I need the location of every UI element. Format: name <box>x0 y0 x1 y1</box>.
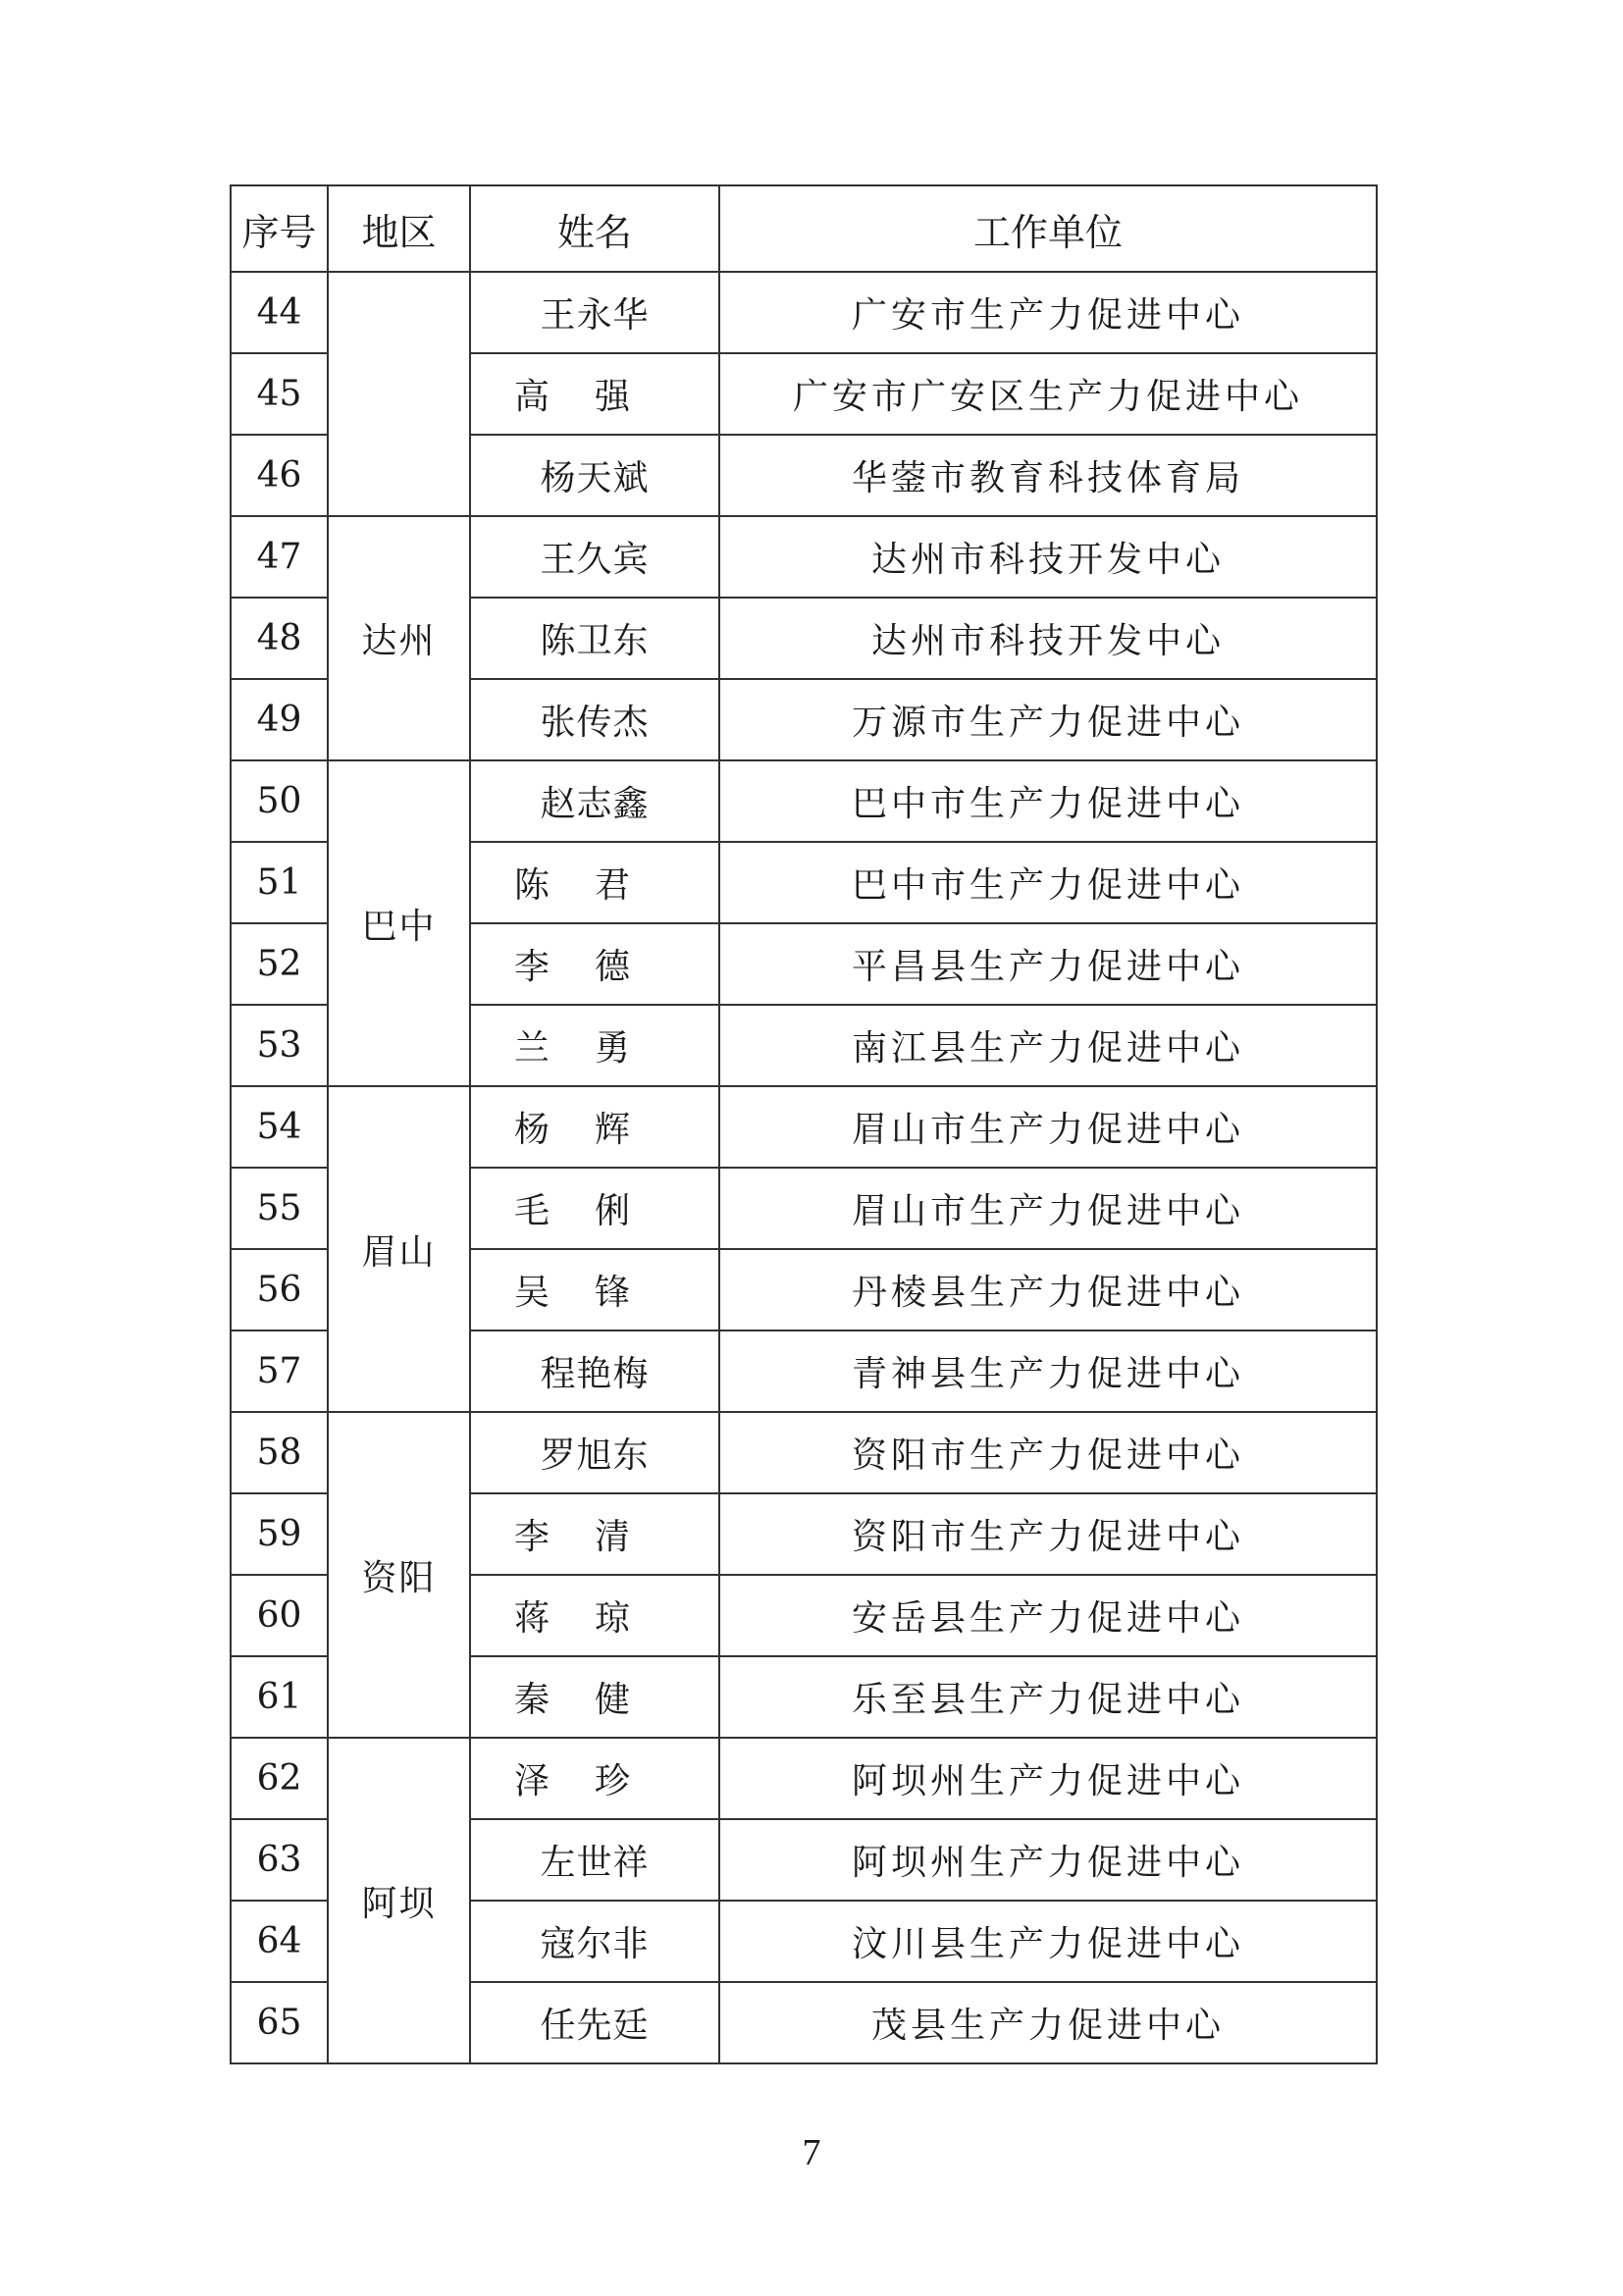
cell-name: 王久宾 <box>470 516 719 598</box>
cell-unit: 眉山市生产力促进中心 <box>719 1086 1377 1168</box>
table-header-row <box>231 185 1377 272</box>
cell-unit: 广安市广安区生产力促进中心 <box>719 353 1377 435</box>
cell-no: 64 <box>231 1901 328 1982</box>
cell-name: 张传杰 <box>470 679 719 760</box>
cell-no: 58 <box>231 1412 328 1493</box>
cell-unit: 阿坝州生产力促进中心 <box>719 1738 1377 1819</box>
cell-name: 兰勇 <box>470 1005 719 1086</box>
cell-unit: 平昌县生产力促进中心 <box>719 923 1377 1005</box>
cell-no: 57 <box>231 1331 328 1412</box>
cell-name: 毛俐 <box>470 1168 719 1249</box>
table-row <box>231 1412 1377 1493</box>
cell-unit: 乐至县生产力促进中心 <box>719 1656 1377 1738</box>
cell-no: 46 <box>231 435 328 516</box>
cell-unit: 资阳市生产力促进中心 <box>719 1493 1377 1575</box>
cell-unit: 南江县生产力促进中心 <box>719 1005 1377 1086</box>
table-body <box>231 272 1377 2063</box>
cell-name: 王永华 <box>470 272 719 353</box>
cell-name: 左世祥 <box>470 1819 719 1901</box>
table-row <box>231 272 1377 353</box>
table-row <box>231 1738 1377 1819</box>
cell-no: 44 <box>231 272 328 353</box>
cell-no: 47 <box>231 516 328 598</box>
cell-no: 53 <box>231 1005 328 1086</box>
cell-name: 陈卫东 <box>470 598 719 679</box>
cell-region: 眉山 <box>328 1086 470 1412</box>
cell-no: 48 <box>231 598 328 679</box>
cell-unit: 阿坝州生产力促进中心 <box>719 1819 1377 1901</box>
cell-no: 49 <box>231 679 328 760</box>
cell-unit: 茂县生产力促进中心 <box>719 1982 1377 2063</box>
cell-unit: 达州市科技开发中心 <box>719 598 1377 679</box>
header-no: 序号 <box>231 185 328 272</box>
cell-no: 59 <box>231 1493 328 1575</box>
cell-unit: 眉山市生产力促进中心 <box>719 1168 1377 1249</box>
cell-name: 杨辉 <box>470 1086 719 1168</box>
cell-name: 李德 <box>470 923 719 1005</box>
cell-name: 秦健 <box>470 1656 719 1738</box>
table-row <box>231 516 1377 598</box>
cell-name: 高强 <box>470 353 719 435</box>
cell-no: 61 <box>231 1656 328 1738</box>
cell-name: 赵志鑫 <box>470 760 719 842</box>
cell-name: 陈君 <box>470 842 719 923</box>
cell-name: 吴锋 <box>470 1249 719 1331</box>
table-row <box>231 1086 1377 1168</box>
cell-unit: 巴中市生产力促进中心 <box>719 760 1377 842</box>
cell-unit: 安岳县生产力促进中心 <box>719 1575 1377 1656</box>
cell-no: 51 <box>231 842 328 923</box>
cell-unit: 丹棱县生产力促进中心 <box>719 1249 1377 1331</box>
cell-region: 资阳 <box>328 1412 470 1738</box>
cell-no: 52 <box>231 923 328 1005</box>
cell-name: 李清 <box>470 1493 719 1575</box>
cell-name: 任先廷 <box>470 1982 719 2063</box>
cell-name: 蒋琼 <box>470 1575 719 1656</box>
cell-unit: 华蓥市教育科技体育局 <box>719 435 1377 516</box>
cell-unit: 巴中市生产力促进中心 <box>719 842 1377 923</box>
cell-unit: 汶川县生产力促进中心 <box>719 1901 1377 1982</box>
cell-unit: 青神县生产力促进中心 <box>719 1331 1377 1412</box>
page-number: 7 <box>802 2132 821 2173</box>
cell-unit: 资阳市生产力促进中心 <box>719 1412 1377 1493</box>
cell-no: 56 <box>231 1249 328 1331</box>
header-name: 姓名 <box>470 185 719 272</box>
cell-no: 60 <box>231 1575 328 1656</box>
header-unit: 工作单位 <box>719 185 1377 272</box>
cell-region: 阿坝 <box>328 1738 470 2063</box>
table-row <box>231 760 1377 842</box>
cell-name: 罗旭东 <box>470 1412 719 1493</box>
cell-region <box>328 272 470 516</box>
header-region: 地区 <box>328 185 470 272</box>
cell-no: 45 <box>231 353 328 435</box>
cell-name: 泽珍 <box>470 1738 719 1819</box>
cell-no: 50 <box>231 760 328 842</box>
roster-table <box>230 184 1378 2064</box>
cell-no: 62 <box>231 1738 328 1819</box>
cell-region: 巴中 <box>328 760 470 1086</box>
cell-unit: 广安市生产力促进中心 <box>719 272 1377 353</box>
cell-no: 65 <box>231 1982 328 2063</box>
cell-region: 达州 <box>328 516 470 760</box>
cell-unit: 达州市科技开发中心 <box>719 516 1377 598</box>
cell-name: 程艳梅 <box>470 1331 719 1412</box>
cell-no: 63 <box>231 1819 328 1901</box>
cell-unit: 万源市生产力促进中心 <box>719 679 1377 760</box>
cell-no: 54 <box>231 1086 328 1168</box>
cell-no: 55 <box>231 1168 328 1249</box>
cell-name: 寇尔非 <box>470 1901 719 1982</box>
cell-name: 杨天斌 <box>470 435 719 516</box>
